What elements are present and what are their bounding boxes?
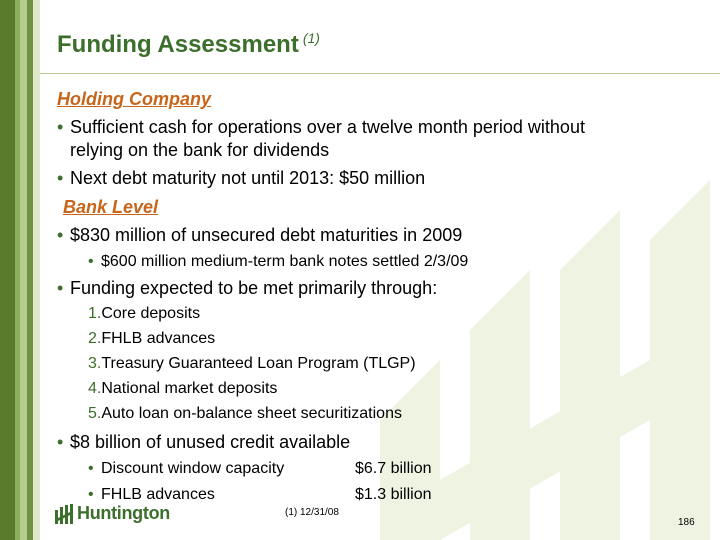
bullet-icon: • bbox=[57, 278, 64, 298]
bullet-text: Funding expected to be met primarily through: bbox=[70, 278, 438, 298]
holding-bullet-cash bbox=[57, 117, 585, 138]
page-number: 186 bbox=[678, 517, 695, 528]
left-decorative-stripes bbox=[0, 0, 40, 540]
credit-item-label: Discount window capacity bbox=[101, 460, 285, 477]
funding-source-item bbox=[88, 355, 416, 373]
title-divider bbox=[40, 73, 720, 74]
huntington-logo-icon bbox=[55, 504, 73, 524]
list-number: 4. bbox=[88, 380, 102, 397]
credit-item-value: $6.7 billion bbox=[355, 460, 432, 477]
list-text: Treasury Guaranteed Loan Program (TLGP) bbox=[101, 355, 416, 372]
bullet-icon: • bbox=[57, 432, 64, 452]
bank-bullet-funding-intro bbox=[57, 278, 437, 299]
list-number: 5. bbox=[88, 405, 102, 422]
holding-bullet-cash-continued: relying on the bank for dividends bbox=[70, 140, 330, 160]
bank-bullet-credit-available bbox=[57, 432, 350, 453]
holding-company-heading: Holding Company bbox=[57, 89, 211, 109]
funding-source-item bbox=[88, 305, 200, 323]
list-text: FHLB advances bbox=[101, 330, 216, 347]
bullet-icon: • bbox=[57, 168, 64, 188]
bank-level-heading: Bank Level bbox=[63, 197, 159, 217]
funding-source-item bbox=[88, 405, 402, 423]
logo-text: Huntington bbox=[77, 503, 170, 523]
slide-title bbox=[57, 30, 320, 59]
list-number: 3. bbox=[88, 355, 102, 372]
credit-item-fhlb bbox=[88, 486, 508, 504]
bullet-text: Next debt maturity not until 2013: $50 million bbox=[70, 168, 426, 188]
title-footnote-marker: (1) bbox=[302, 30, 320, 46]
holding-bullet-debt-maturity bbox=[57, 168, 425, 189]
list-number: 1. bbox=[88, 305, 102, 322]
bank-sub-bullet-notes bbox=[88, 253, 468, 271]
funding-source-item bbox=[88, 330, 215, 348]
credit-item-discount-window bbox=[88, 460, 508, 478]
bullet-text: $830 million of unsecured debt maturities in 2009 bbox=[70, 225, 463, 245]
bullet-text: Sufficient cash for operations over a twelve month period without bbox=[70, 117, 585, 137]
bullet-text: $600 million medium-term bank notes settled 2/3/09 bbox=[101, 253, 469, 270]
funding-source-item bbox=[88, 380, 277, 398]
huntington-logo bbox=[55, 503, 170, 524]
bullet-text: $8 billion of unused credit available bbox=[70, 432, 351, 452]
bullet-icon: • bbox=[88, 253, 94, 270]
credit-item-label: FHLB advances bbox=[101, 486, 215, 503]
credit-item-value: $1.3 billion bbox=[355, 486, 432, 503]
list-text: Core deposits bbox=[101, 305, 201, 322]
bullet-icon: • bbox=[57, 117, 64, 137]
bank-bullet-debt-maturities bbox=[57, 225, 462, 246]
footnote: (1) 12/31/08 bbox=[285, 507, 339, 518]
list-text: Auto loan on-balance sheet securitizations bbox=[101, 405, 402, 422]
list-text: National market deposits bbox=[101, 380, 278, 397]
list-number: 2. bbox=[88, 330, 102, 347]
title-text: Funding Assessment bbox=[57, 31, 299, 58]
bullet-icon: • bbox=[57, 225, 64, 245]
bullet-icon: • bbox=[88, 460, 94, 477]
bullet-icon: • bbox=[88, 486, 94, 503]
